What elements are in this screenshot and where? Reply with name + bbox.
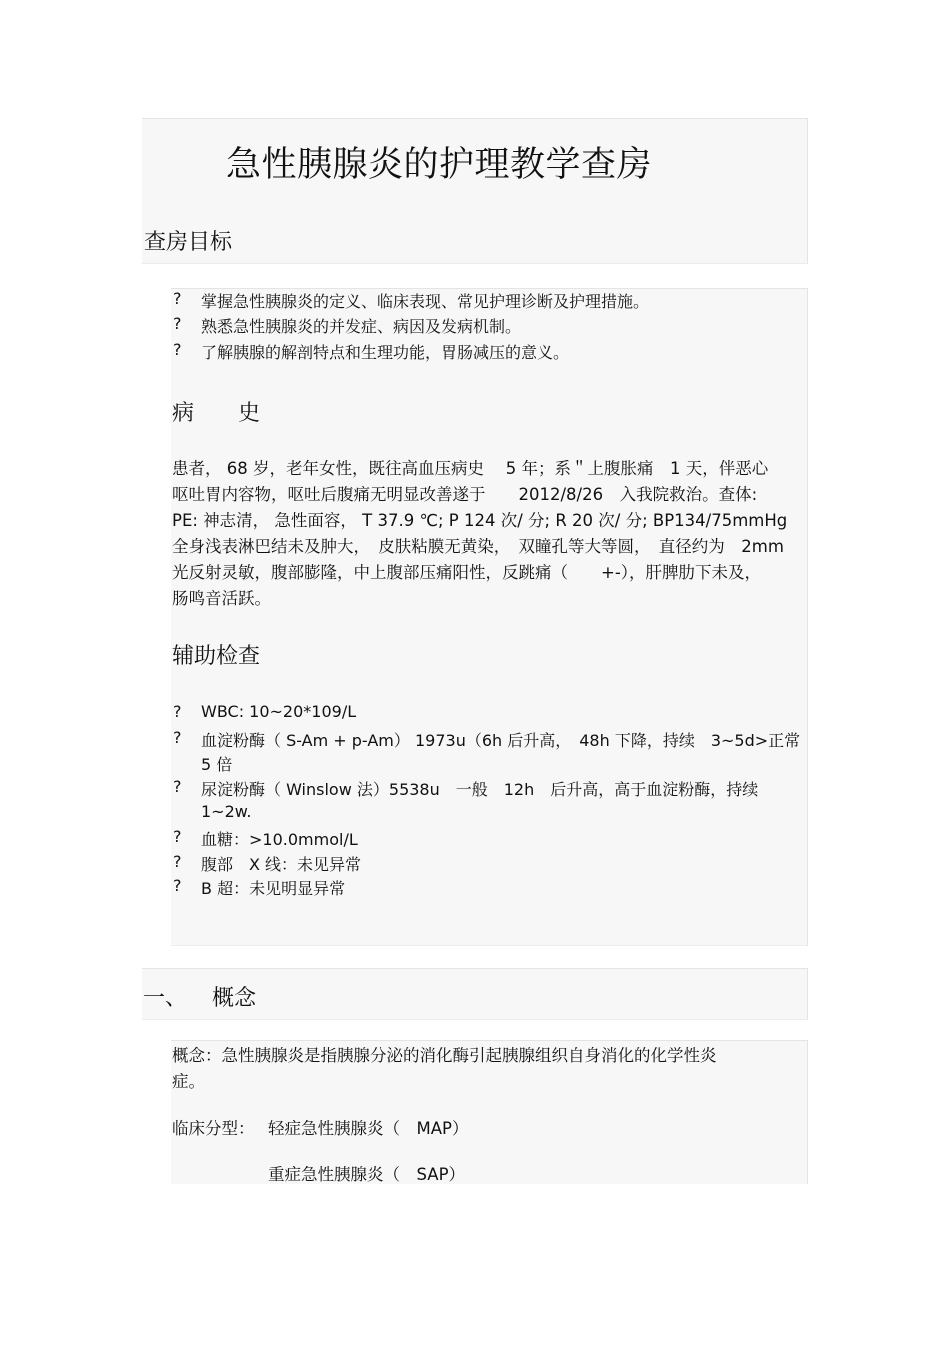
bullet-mark: ? (173, 340, 182, 359)
history-line: 肠鸣音活跃。 (172, 589, 271, 608)
auxiliary-text: B 超：未见明显异常 (201, 879, 346, 898)
auxiliary-text-cont: 1~2w. (201, 802, 252, 821)
auxiliary-text: 血糖：>10.0mmol/L (201, 830, 358, 849)
section-number: 一、 (143, 986, 188, 1011)
bullet-mark: ? (173, 314, 182, 333)
auxiliary-text: WBC: 10~20*109/L (201, 702, 357, 721)
concept-line: 症。 (172, 1072, 205, 1091)
page-title: 急性胰腺炎的护理教学查房 (226, 145, 653, 185)
title-panel (142, 118, 808, 264)
classification-label: 临床分型： (172, 1119, 255, 1138)
history-line: 呕吐胃内容物，呕吐后腹痛无明显改善遂于 2012/8/26 入我院救治。查体: (172, 485, 758, 504)
bullet-mark: ? (173, 777, 182, 796)
bullet-mark: ? (173, 289, 182, 308)
history-line: 全身浅表淋巴结未及肿大， 皮肤粘膜无黄染， 双瞳孔等大等圆， 直径约为 2mm (172, 537, 784, 556)
history-heading: 病 史 (172, 401, 261, 426)
section-heading: 概念 (212, 986, 257, 1011)
classification-item: 重症急性胰腺炎（ SAP） (268, 1165, 466, 1184)
bullet-mark: ? (173, 702, 182, 721)
classification-item: 轻症急性胰腺炎（ MAP） (268, 1119, 469, 1138)
objective-text: 了解胰腺的解剖特点和生理功能，胃肠减压的意义。 (201, 343, 570, 362)
history-line: PE: 神志清， 急性面容， T 37.9 ℃; P 124 次/ 分; R 20 次/ 分; BP134/75mmHg (172, 511, 788, 530)
section-heading-panel (142, 968, 808, 1020)
bullet-mark: ? (173, 876, 182, 895)
objectives-heading: 查房目标 (144, 230, 233, 255)
bullet-mark: ? (173, 852, 182, 871)
bullet-mark: ? (173, 728, 182, 747)
auxiliary-text: 腹部 X 线：未见异常 (201, 855, 362, 874)
history-line: 光反射灵敏，腹部膨隆，中上腹部压痛阳性，反跳痛（ +-），肝脾肋下未及， (172, 563, 762, 582)
content-panel (171, 288, 808, 946)
concept-line: 概念：急性胰腺炎是指胰腺分泌的消化酶引起胰腺组织自身消化的化学性炎 (172, 1046, 717, 1065)
concept-panel (171, 1040, 808, 1184)
auxiliary-heading: 辅助检查 (172, 644, 261, 669)
bullet-mark: ? (173, 827, 182, 846)
objective-text: 掌握急性胰腺炎的定义、临床表现、常见护理诊断及护理措施。 (201, 292, 650, 311)
history-line: 患者， 68 岁，老年女性，既往高血压病史 5 年；系＂上腹胀痛 1 天，伴恶心 (172, 459, 769, 478)
auxiliary-text-cont: 5 倍 (201, 755, 233, 774)
auxiliary-text: 血淀粉酶（ S-Am + p-Am） 1973u（6h 后升高， 48h 下降，持续 3~5d>正常 (201, 731, 801, 750)
auxiliary-text: 尿淀粉酶（ Winslow 法）5538u 一般 12h 后升高，高于血淀粉酶，持续 (201, 780, 759, 799)
objective-text: 熟悉急性胰腺炎的并发症、病因及发病机制。 (201, 317, 522, 336)
